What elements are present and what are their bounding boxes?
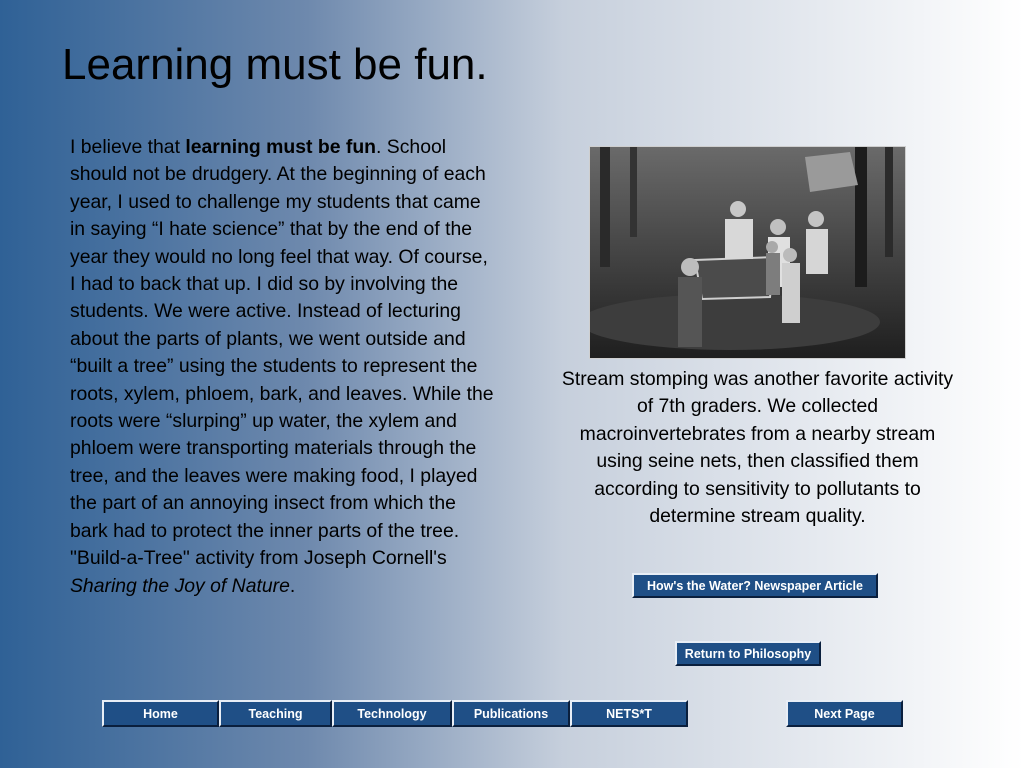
body-main: . School should not be drudgery. At the beginning of each year, I used to challenge my students that came in saying “I hate science” that by the end of the year they would no long feel that way. Of course, I had to back that up. I did so by involving the students. We were active. Instead of lecturing about the parts of plants, we went outside and “built a tree” using the students to represent the roots, xylem, phloem, bark, and leaves. While the roots were “slurping” up water, the xylem and phloem were transporting materials through the tree, and the leaves were making food, I played the part of an annoying insect from which the bark had to protect the inner parts of the tree. "Build-a-Tree" activity from Joseph Cornell's (70, 136, 494, 570)
nav-bar (102, 700, 688, 727)
page-title: Learning must be fun. (62, 40, 488, 89)
return-to-philosophy-button[interactable]: Return to Philosophy (675, 641, 821, 666)
photo-illustration (590, 147, 906, 359)
body-intro: I believe that (70, 136, 186, 158)
body-paragraph (70, 134, 498, 600)
nav-technology-button[interactable]: Technology (332, 700, 452, 727)
newspaper-article-button[interactable]: How's the Water? Newspaper Article (632, 573, 878, 598)
body-end: . (289, 574, 296, 597)
nav-netst-button[interactable]: NETS*T (570, 700, 688, 727)
nav-publications-button[interactable]: Publications (452, 700, 570, 727)
body-emphasis: learning must be fun (185, 136, 377, 158)
nav-teaching-button[interactable]: Teaching (219, 700, 332, 727)
nav-home-button[interactable]: Home (102, 700, 219, 727)
stream-stomping-photo (589, 146, 906, 359)
book-title: Sharing the Joy of Nature (70, 574, 290, 597)
next-page-button[interactable]: Next Page (786, 700, 903, 727)
photo-caption: Stream stomping was another favorite activity of 7th graders. We collected macroinvertebrates from a nearby stream using seine nets, then classified them according to sensitivity to pollutants to determine stream quality. (561, 368, 954, 528)
